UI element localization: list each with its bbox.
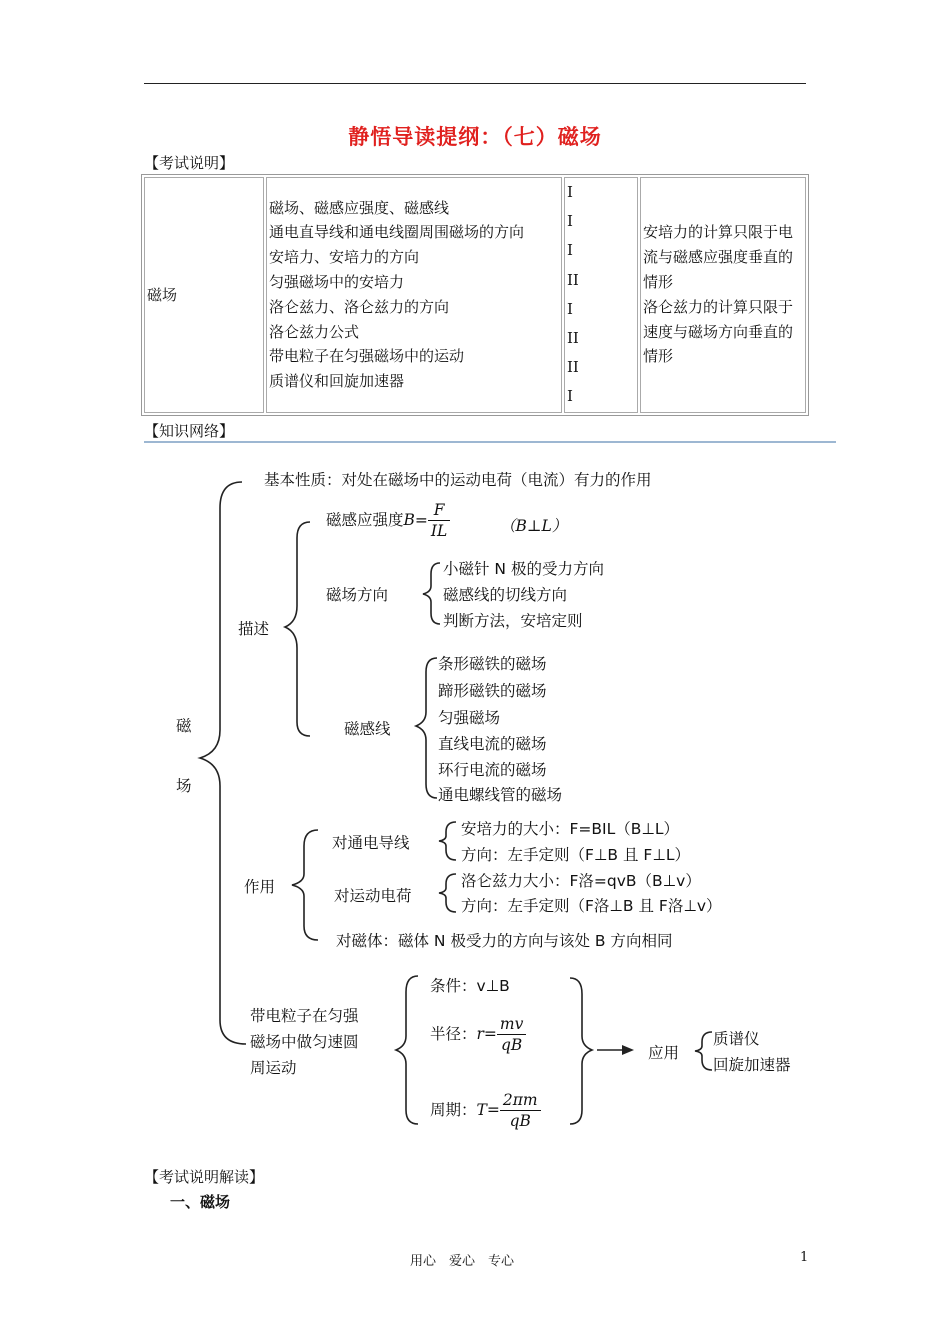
b-label: 磁感应强度 [326, 511, 404, 529]
particle-line: 带电粒子在匀强 [250, 1007, 359, 1025]
fieldline-item: 环行电流的磁场 [438, 761, 547, 779]
level-item: I [567, 299, 573, 318]
wire-label: 对通电导线 [332, 834, 410, 852]
note-line: 情形 [643, 347, 674, 366]
b-definition [326, 500, 450, 541]
topic-item: 带电粒子在匀强磁场中的运动 [269, 347, 465, 366]
topic-item: 洛仑兹力、洛仑兹力的方向 [269, 297, 450, 316]
note-line: 洛仑兹力的计算只限于 [643, 297, 794, 316]
root-char-2: 场 [176, 777, 192, 795]
note-line: 速度与磁场方向垂直的 [643, 322, 794, 341]
particle-line: 周运动 [250, 1059, 297, 1077]
topic-item: 通电直导线和通电线圈周围磁场的方向 [269, 223, 525, 242]
brace-particle-left [396, 976, 418, 1124]
period-label: 周期： [430, 1101, 477, 1119]
level-item: I [567, 241, 573, 260]
particle-line: 磁场中做匀速圆 [250, 1033, 359, 1051]
direction-item: 磁感线的切线方向 [443, 586, 568, 604]
fieldline-item: 蹄形磁铁的磁场 [438, 682, 547, 700]
brace-fieldlines [416, 658, 437, 798]
level-item: I [567, 387, 573, 406]
interpret-heading: 一、磁场 [170, 1193, 231, 1211]
brace-effect [292, 830, 318, 940]
b-denominator: IL [430, 522, 448, 540]
fieldline-item: 通电螺线管的磁场 [438, 786, 563, 804]
charge-label: 对运动电荷 [334, 887, 412, 905]
page-number: 1 [800, 1250, 809, 1265]
note-line: 流与磁感应强度垂直的 [643, 248, 794, 267]
fieldline-item: 匀强磁场 [438, 709, 501, 727]
radius-numerator: mv [497, 1014, 526, 1035]
network-section-label: 【知识网络】 [144, 422, 235, 440]
brace-particle-right [570, 978, 592, 1124]
level-item: II [567, 358, 579, 377]
topic-item: 磁场、磁感应强度、磁感线 [269, 198, 450, 217]
note-line: 安培力的计算只限于电 [643, 223, 794, 242]
b-condition: （B⊥L） [500, 517, 568, 535]
page-title: 静悟导读提纲：（七）磁场 [348, 125, 602, 149]
effect-label: 作用 [244, 878, 276, 896]
interpret-section-label: 【考试说明解读】 [144, 1168, 265, 1186]
charge-item: 方向：左手定则（F洛⊥B 且 F洛⊥v） [461, 897, 722, 915]
period-numerator: 2πm [500, 1090, 541, 1111]
apply-item: 质谱仪 [713, 1030, 760, 1048]
period-var: T= [476, 1101, 500, 1119]
fieldline-item: 条形磁铁的磁场 [438, 655, 547, 673]
charge-item: 洛仑兹力大小：F洛=qvB（B⊥v） [461, 872, 701, 890]
b-fraction [428, 500, 450, 541]
fieldline-item: 直线电流的磁场 [438, 735, 547, 753]
exam-subject: 磁场 [144, 177, 264, 413]
b-eq: = [414, 511, 428, 529]
brace-direction [423, 563, 440, 624]
magnet-effect: 对磁体：磁体 N 极受力的方向与该处 B 方向相同 [336, 932, 673, 950]
condition: 条件：v⊥B [430, 977, 510, 995]
radius-fraction [497, 1014, 526, 1055]
brace-root [200, 482, 246, 1044]
topic-item: 匀强磁场中的安培力 [269, 273, 405, 292]
radius-denominator: qB [501, 1036, 523, 1054]
apply-item: 回旋加速器 [713, 1056, 791, 1074]
topic-item: 洛仑兹力公式 [269, 322, 360, 341]
b-var: B [403, 511, 415, 529]
direction-item: 小磁针 N 极的受力方向 [443, 560, 604, 578]
b-numerator: F [428, 500, 450, 521]
wire-item: 方向：左手定则（F⊥B 且 F⊥L） [461, 846, 690, 864]
radius-var: r= [476, 1025, 497, 1043]
level-item: II [567, 329, 579, 348]
level-item: II [567, 270, 579, 289]
radius-label: 半径： [430, 1025, 477, 1043]
root-char-1: 磁 [176, 717, 192, 735]
radius-formula [430, 1014, 526, 1055]
exam-section-label: 【考试说明】 [144, 154, 235, 172]
wire-item: 安培力的大小：F=BIL（B⊥L） [461, 820, 680, 838]
direction-label: 磁场方向 [326, 586, 389, 604]
period-denominator: qB [509, 1112, 531, 1130]
topic-item: 安培力、安培力的方向 [269, 248, 420, 267]
footer-slogan: 用心 爱心 专心 [410, 1254, 515, 1269]
apply-label: 应用 [648, 1044, 680, 1062]
describe-label: 描述 [238, 620, 270, 638]
fieldlines-label: 磁感线 [344, 720, 391, 738]
basic-property: 基本性质：对处在磁场中的运动电荷（电流）有力的作用 [264, 471, 652, 489]
brace-apply [695, 1032, 712, 1070]
direction-item: 判断方法，安培定则 [443, 612, 583, 630]
level-item: I [567, 212, 573, 231]
note-line: 情形 [643, 273, 674, 292]
brace-describe [285, 522, 310, 736]
arrow-head [622, 1045, 634, 1055]
topic-item: 质谱仪和回旋加速器 [269, 372, 405, 391]
brace-charge [439, 874, 456, 912]
period-formula [430, 1090, 541, 1131]
period-fraction [500, 1090, 541, 1131]
level-item: I [567, 183, 573, 201]
brace-wire [439, 822, 456, 860]
